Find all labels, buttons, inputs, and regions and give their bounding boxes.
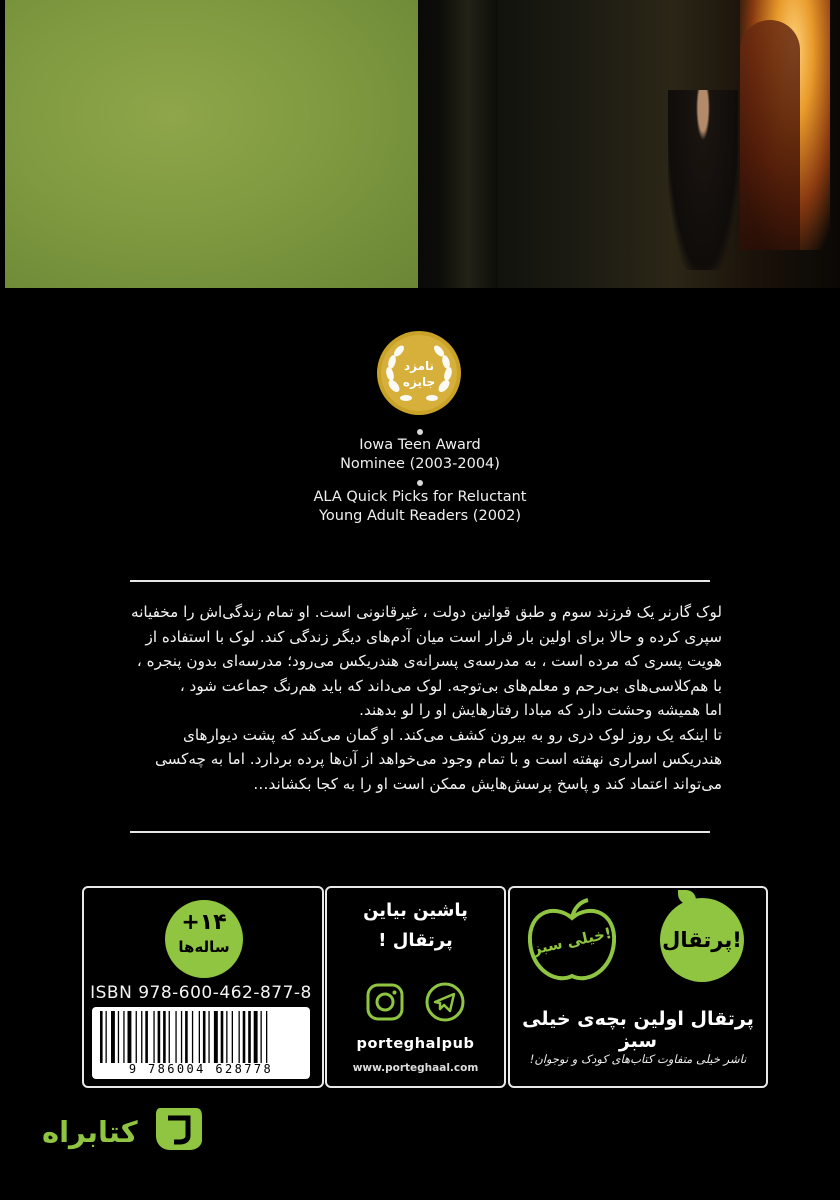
laurel-wreath-icon [374,328,464,418]
barcode-bar [248,1011,251,1063]
barcode-bar [232,1011,233,1063]
barcode-bar [208,1011,209,1063]
description-line: سپری کرده و حالا برای اولین بار قرار است میان آدم‌های دیگر زندگی کند. لوک با استفاده از [145,627,722,646]
barcode-bar [106,1011,107,1063]
award-iowa-title: Iowa Teen Award [359,437,481,453]
age-rating-badge [165,900,243,978]
age-number: +۱۴ [181,910,227,935]
description-line: می‌تواند اعتماد کند و پاسخ پرسش‌هایش ممکن است او را به کجا بکشاند… [253,774,722,793]
barcode-bar [163,1011,166,1063]
barcode-bar [226,1011,227,1063]
slogan-line1: پاشین بیاین [363,900,468,921]
publisher-title: پرتقال اولین بچه‌ی خیلی سبز [522,1008,754,1052]
cover-photo [418,0,840,288]
kheili-sabz-logo-text: خیلی سبز! [530,923,614,959]
award-ala-title: ALA Quick Picks for Reluctant [313,489,527,505]
barcode-bar [221,1011,224,1063]
photo-door [740,20,800,250]
cover-green-panel [5,0,418,288]
isbn-number: ISBN 978-600-462-877-8 [90,983,312,1003]
publisher-subtitle: ناشر خیلی متفاوت کتاب‌های کودک و نوجوان! [529,1052,747,1066]
barcode-bars [92,1011,310,1067]
instagram-icon[interactable] [365,982,405,1022]
barcode-bar [169,1011,170,1063]
barcode-digits: 9 786004 628778 [128,1062,274,1076]
porteghal-logo-text: پرتقال! [662,928,742,952]
barcode-bar [181,1011,182,1063]
barcode-bar [203,1011,206,1063]
photo-pillar [438,0,498,288]
publisher-box [508,886,768,1088]
award-bullet [417,429,423,435]
photo-boy-figure [668,90,738,270]
barcode-bar [199,1011,200,1063]
social-box [325,886,506,1088]
barcode-bar [118,1011,119,1063]
age-label: ساله‌ها [178,938,230,956]
porteghal-logo [660,898,744,982]
barcode-bar [239,1011,240,1063]
website-link[interactable]: www.porteghaal.com [352,1062,479,1074]
social-handle[interactable]: porteghalpub [356,1036,475,1052]
barcode-bar [175,1011,176,1063]
barcode-bar [185,1011,188,1063]
description-line: هویت پسری که مرده است ، به مدرسه‌ی پسرانه‌ی هندریکس می‌رود؛ مدرسه‌ای بدون پنجره ، [136,652,722,670]
barcode-bar [266,1011,267,1063]
barcode-bar [141,1011,142,1063]
barcode-bar [261,1011,262,1063]
description-line: اما همیشه وحشت دارد که مبادا رفتارهایش او را لو بدهند. [359,701,722,719]
award-badge-line2: جایزه [402,375,436,389]
award-badge-line1: نامزد [403,359,435,373]
slogan-line2: پرتقال ! [378,930,453,951]
telegram-icon[interactable] [425,982,465,1022]
barcode-bar [123,1011,124,1063]
top-divider [130,580,710,582]
description-line: تا اینکه یک روز لوک دری رو به بیرون کشف می‌کند. او گمان می‌کند که پشت دیوارهای [182,725,722,744]
award-badge [374,328,464,418]
barcode-bar [254,1011,258,1063]
barcode-bar [243,1011,246,1063]
barcode-bar [214,1011,218,1063]
award-iowa-subtitle: Nominee (2003-2004) [340,456,500,472]
award-bullet [417,480,423,486]
description-line: با هم‌کلاسی‌های بی‌رحم و معلم‌های بی‌توجه. لوک می‌داند که باید هم‌رنگ جماعت شود ، [179,676,722,695]
barcode-bar [153,1011,154,1063]
bottom-divider [130,831,710,833]
barcode-bar [136,1011,137,1063]
barcode-bar [100,1011,103,1063]
barcode-bar [128,1011,132,1063]
barcode-bar [111,1011,115,1063]
barcode-bar [158,1011,161,1063]
barcode-bar [145,1011,148,1063]
description-line: لوک گارنر یک فرزند سوم و طبق قوانین دولت ، غیرقانونی است. او تمام زندگی‌اش را مخفیانه [131,603,722,621]
barcode-bar [192,1011,193,1063]
book-description [118,600,722,796]
katabrah-logo-icon [150,1100,206,1156]
katabrah-store-name: کتابراه [42,1115,138,1149]
kheili-sabz-logo [524,898,620,988]
description-line: هندریکس اسراری نهفته است و با تمام وجود می‌خواهد از آن‌ها پرده بردارد. اما به چه‌کسی [154,750,722,768]
award-ala-subtitle: Young Adult Readers (2002) [318,508,522,524]
